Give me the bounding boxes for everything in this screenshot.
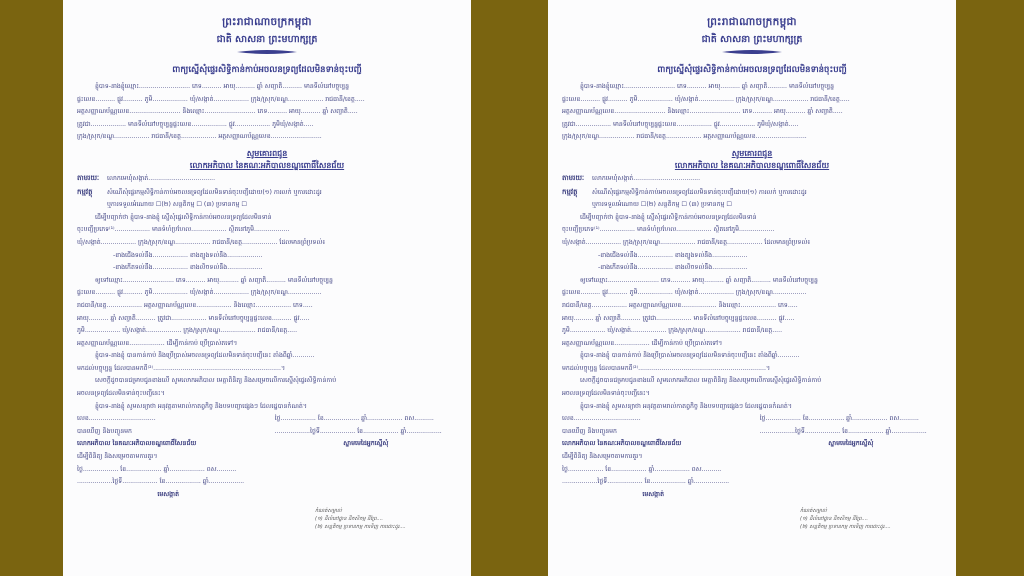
kingdom-heading: ព្រះរាជាណាចក្រកម្ពុជា bbox=[222, 16, 312, 28]
review-line: ដើម្បីពិនិត្យ និងសម្រេចតាមការគួរ។ bbox=[77, 453, 158, 461]
authority-heading: លោកអភិបាល នៃគណៈអភិបាលខណ្ឌពោធិ៍សែនជ័យ bbox=[77, 440, 197, 448]
date-line: ថ្ងៃ.................. ខែ.................. ឆ្នាំ.................. ពស.......... bbox=[759, 415, 919, 423]
via-text: លោកមេឃុំសង្កាត់.................................. bbox=[107, 174, 216, 182]
footnote-1: (១) ដីលំនៅដ្ឋាន ដីកសិកម្ម ដីព្រៃ.... bbox=[800, 516, 868, 523]
date-line: ថ្ងៃ.................. ខែ.................. ឆ្នាំ.................. ពស.......... bbox=[274, 415, 434, 423]
form-title: ពាក្យស្នើសុំផ្ទេរសិទ្ធិកាន់កាប់អចលនទ្រព្យដែលមិនទាន់ចុះបញ្ជី bbox=[172, 65, 362, 75]
footnote-2: (២) សន្តតិកម្ម ប្រទានកម្ម ការទិញ ការដោះដូរ.... bbox=[315, 524, 406, 531]
body-line: ឲ្យទៅឈ្មោះ.......................... ភេទ.......... អាយុ.......... ឆ្នាំ សញ្ជាតិ.......... មានទីលំនៅបច្ចុប្បន្ន bbox=[95, 276, 333, 284]
declaration-line: មកដល់បច្ចុប្បន្ន ដែលបានមកពី⁽²⁾.................................................................។ bbox=[77, 364, 286, 372]
seen-line: បានឃើញ និងបញ្ជូនមក bbox=[77, 427, 132, 435]
authority-heading: លោកអភិបាល នៃគណៈអភិបាលខណ្ឌពោធិ៍សែនជ័យ bbox=[562, 440, 682, 448]
addressee-heading: លោកអភិបាល នៃគណៈអភិបាលខណ្ឌពោធិ៍សែនជ័យ bbox=[674, 160, 830, 170]
body-line: -ខាងជើងទល់នឹង.................. ខាងត្បូងទល់នឹង.................. bbox=[113, 251, 263, 259]
kingdom-heading: ព្រះរាជាណាចក្រកម្ពុជា bbox=[707, 16, 797, 28]
via-label: តាមរយៈ bbox=[77, 173, 100, 182]
intro-line: អត្តសញ្ញាណប័ណ្ណលេខ.......................... និងឈ្មោះ.......................... ភេទ.......... អាយុ.......... ឆ្នាំ សញ្ជាតិ..... bbox=[562, 108, 843, 116]
date-line: ..................ថ្ងៃទី.................. ខែ.................. ឆ្នាំ.................. bbox=[274, 427, 442, 435]
footnote-2: (២) សន្តតិកម្ម ប្រទានកម្ម ការទិញ ការដោះដូរ.... bbox=[800, 524, 891, 531]
respectfully-heading: សូមគោរពជូន bbox=[246, 148, 288, 158]
footnote-title: កំណត់សម្គាល់ bbox=[315, 508, 342, 515]
oath-line: ខ្ញុំបាទ-នាងខ្ញុំ សូមសន្យាថា អនុវត្តតាមរាល់កាតព្វកិច្ច និងបទបញ្ជាផ្សេងៗ ដែលរដ្ឋបានកំណត់។ bbox=[580, 402, 792, 410]
declaration-line: ខ្ញុំបាទ-នាងខ្ញុំ បានកាន់កាប់ និងប្រើប្រាស់អចលនទ្រព្យដែលមិនទាន់ចុះបញ្ជីនេះ តាំងពីឆ្នាំ........... bbox=[580, 352, 800, 360]
signature-block bbox=[77, 413, 457, 501]
intro-line: ខ្ញុំបាទ-នាងខ្ញុំឈ្មោះ.......................... ភេទ.......... អាយុ.......... ឆ្នាំ សញ្ជាតិ.......... មានទីលំនៅបច្ចុប្បន្ន bbox=[95, 83, 349, 90]
respectfully-heading: សូមគោរពជូន bbox=[731, 148, 773, 158]
date-line: ..................ថ្ងៃទី.................. ខែ.................. ឆ្នាំ.................. bbox=[77, 478, 245, 486]
body-line: រាជធានី/ខេត្ត.................. អត្តសញ្ញាណប័ណ្ណលេខ.................. និងឈ្មោះ.................. ភេទ..... bbox=[562, 301, 798, 309]
review-line: ដើម្បីពិនិត្យ និងសម្រេចតាមការគួរ។ bbox=[562, 453, 643, 461]
intro-line: ផ្ទះលេខ.......... ផ្លូវ.......... ភូមិ.................. ឃុំ/សង្កាត់.................. ក្រុង/ស្រុក/ខណ្ឌ.................. រាជធានី/ខេត្ត..... bbox=[77, 95, 365, 103]
subject-line: សំណើសុំផ្ទេរកម្មសិទ្ធិកាន់កាប់អចលនទ្រព្យដែលមិនទាន់ចុះបញ្ជីដោយ(១) ការលក់ ឬការដោះដូរ bbox=[107, 188, 322, 196]
date-line: ..................ថ្ងៃទី.................. ខែ.................. ឆ្នាំ.................. bbox=[759, 427, 927, 435]
intro-line: ត្រូវជា.................. មានទីលំនៅបច្ចុប្បន្នផ្ទះលេខ.................. ផ្លូវ.................. ភូមិឃុំ/សង្កាត់..... bbox=[77, 120, 314, 128]
addressee-heading: លោកអភិបាល នៃគណៈអភិបាលខណ្ឌពោធិ៍សែនជ័យ bbox=[189, 160, 345, 170]
via-label: តាមរយៈ bbox=[562, 173, 585, 182]
body-line: ផ្ទះលេខ.......... ផ្លូវ.......... ភូមិ.................. ឃុំ/សង្កាត់.................. ក្រុង/ស្រុក/ខណ្ឌ................. bbox=[562, 289, 807, 297]
body-line: ភូមិ.................. ឃុំ/សង្កាត់.................. ក្រុង/ស្រុក/ខណ្ឌ.................. រាជធានី/ខេត្ត..... bbox=[77, 327, 298, 335]
body-line: ចុះបញ្ជីប្រភេទ⁽¹⁾.................. មានទំហំប្រហែល.................. ស្ថិតនៅភូមិ.................. bbox=[77, 226, 290, 234]
signer-label: មេសង្កាត់ bbox=[642, 490, 664, 498]
via-text: លោកមេឃុំសង្កាត់.................................. bbox=[592, 174, 701, 182]
body-line: ដើម្បីបញ្ជាក់ថា ខ្ញុំបាទ-នាងខ្ញុំ ស្នើសុំផ្ទេរសិទ្ធិកាន់កាប់អចលនទ្រព្យដែលមិនទាន់ bbox=[95, 213, 272, 221]
intro-line: ក្រុង/ស្រុក/ខណ្ឌ.................. រាជធានី/ខេត្ត.................. អត្តសញ្ញាណប័ណ្ណលេខ.......................... bbox=[562, 133, 807, 141]
signer-label: មេសង្កាត់ bbox=[157, 490, 179, 498]
body-line: ភូមិ.................. ឃុំ/សង្កាត់.................. ក្រុង/ស្រុក/ខណ្ឌ.................. រាជធានី/ខេត្ត..... bbox=[562, 327, 783, 335]
subject-line: ឬការទទួលអំណោយ ☐(២) សន្តតិកម្ម ☐ (៣) ប្រទានកម្ម ☐ bbox=[107, 201, 247, 209]
body-line: ផ្ទះលេខ.......... ផ្លូវ.......... ភូមិ.................. ឃុំ/សង្កាត់.................. ក្រុង/ស្រុក/ខណ្ឌ................. bbox=[77, 289, 322, 297]
body-line: -ខាងកើតទល់នឹង.................. ខាងលិចទល់នឹង.................. bbox=[598, 264, 748, 272]
body-line: ឲ្យទៅឈ្មោះ.......................... ភេទ.......... អាយុ.......... ឆ្នាំ សញ្ជាតិ.......... មានទីលំនៅបច្ចុប្បន្ន bbox=[580, 276, 818, 284]
form-title: ពាក្យស្នើសុំផ្ទេរសិទ្ធិកាន់កាប់អចលនទ្រព្យដែលមិនទាន់ចុះបញ្ជី bbox=[657, 65, 847, 75]
body-line: អាយុ.......... ឆ្នាំ សញ្ជាតិ.......... ត្រូវជា.................. មានទីលំនៅបច្ចុប្បន្នផ្ទះលេខ.......... ផ្លូវ..... bbox=[77, 314, 310, 322]
document-page-right bbox=[548, 0, 956, 576]
body-line: ឃុំ/សង្កាត់.................. ក្រុង/ស្រុក/ខណ្ឌ.................. រាជធានី/ខេត្ត.................. ដែលមានព្រំប្រទល់៖ bbox=[562, 238, 811, 246]
declaration-line: មកដល់បច្ចុប្បន្ន ដែលបានមកពី⁽²⁾.................................................................។ bbox=[562, 364, 771, 372]
subject-label: កម្មវត្ថុ bbox=[562, 187, 578, 196]
signature-block bbox=[562, 413, 942, 501]
intro-line: ខ្ញុំបាទ-នាងខ្ញុំឈ្មោះ.......................... ភេទ.......... អាយុ.......... ឆ្នាំ សញ្ជាតិ.......... មានទីលំនៅបច្ចុប្បន្ន bbox=[580, 83, 834, 90]
intro-line: អត្តសញ្ញាណប័ណ្ណលេខ.......................... និងឈ្មោះ.......................... ភេទ.......... អាយុ.......... ឆ្នាំ សញ្ជាតិ..... bbox=[77, 108, 358, 116]
request-line: អចលនទ្រព្យដែលមិនទាន់ចុះបញ្ជីនេះ។ bbox=[562, 390, 650, 398]
ref-number-line: លេខ.................................. bbox=[77, 415, 156, 423]
intro-line: ក្រុង/ស្រុក/ខណ្ឌ.................. រាជធានី/ខេត្ត.................. អត្តសញ្ញាណប័ណ្ណលេខ.......................... bbox=[77, 133, 322, 141]
motto-heading: ជាតិ សាសនា ព្រះមហាក្សត្រ bbox=[216, 34, 318, 45]
footnote-1: (១) ដីលំនៅដ្ឋាន ដីកសិកម្ម ដីព្រៃ.... bbox=[315, 516, 383, 523]
body-line: -ខាងជើងទល់នឹង.................. ខាងត្បូងទល់នឹង.................. bbox=[598, 251, 748, 259]
date-line: ..................ថ្ងៃទី.................. ខែ.................. ឆ្នាំ.................. bbox=[562, 478, 730, 486]
footnote-title: កំណត់សម្គាល់ bbox=[800, 508, 827, 515]
body-line: -ខាងកើតទល់នឹង.................. ខាងលិចទល់នឹង.................. bbox=[113, 264, 263, 272]
motto-heading: ជាតិ សាសនា ព្រះមហាក្សត្រ bbox=[701, 34, 803, 45]
declaration-line: ខ្ញុំបាទ-នាងខ្ញុំ បានកាន់កាប់ និងប្រើប្រាស់អចលនទ្រព្យដែលមិនទាន់ចុះបញ្ជីនេះ តាំងពីឆ្នាំ........... bbox=[95, 352, 315, 360]
subject-line: ឬការទទួលអំណោយ ☐(២) សន្តតិកម្ម ☐ (៣) ប្រទានកម្ម ☐ bbox=[592, 201, 732, 209]
document-page-left bbox=[63, 0, 471, 576]
subject-line: សំណើសុំផ្ទេរកម្មសិទ្ធិកាន់កាប់អចលនទ្រព្យដែលមិនទាន់ចុះបញ្ជីដោយ(១) ការលក់ ឬការដោះដូរ bbox=[592, 188, 807, 196]
request-line: សេចក្ដីដូចបានជម្រាបជូនខាងលើ សូមលោកអភិបាល មេត្តាពិនិត្យ និងសម្រេចលើការស្នើសុំផ្ទេរសិទ្ធិកាន់កាប់ bbox=[95, 377, 337, 385]
subject-label: កម្មវត្ថុ bbox=[77, 187, 93, 196]
footnotes bbox=[562, 507, 942, 531]
intro-line: ត្រូវជា.................. មានទីលំនៅបច្ចុប្បន្នផ្ទះលេខ.................. ផ្លូវ.................. ភូមិឃុំ/សង្កាត់..... bbox=[562, 120, 799, 128]
request-line: អចលនទ្រព្យដែលមិនទាន់ចុះបញ្ជីនេះ។ bbox=[77, 390, 165, 398]
signer-label: ស្នាមមេដៃអ្នកស្នើសុំ bbox=[828, 440, 874, 448]
body-line: ដើម្បីបញ្ជាក់ថា ខ្ញុំបាទ-នាងខ្ញុំ ស្នើសុំផ្ទេរសិទ្ធិកាន់កាប់អចលនទ្រព្យដែលមិនទាន់ bbox=[580, 213, 757, 221]
intro-line: ផ្ទះលេខ.......... ផ្លូវ.......... ភូមិ.................. ឃុំ/សង្កាត់.................. ក្រុង/ស្រុក/ខណ្ឌ.................. រាជធានី/ខេត្ត..... bbox=[562, 95, 850, 103]
body-line: រាជធានី/ខេត្ត.................. អត្តសញ្ញាណប័ណ្ណលេខ.................. និងឈ្មោះ.................. ភេទ..... bbox=[77, 301, 313, 309]
body-line: ចុះបញ្ជីប្រភេទ⁽¹⁾.................. មានទំហំប្រហែល.................. ស្ថិតនៅភូមិ.................. bbox=[562, 226, 775, 234]
body-line: អត្តសញ្ញាណប័ណ្ណលេខ.................. ដើម្បីកាន់កាប់ ប្រើប្រាស់តទៅ។ bbox=[77, 339, 238, 347]
ornament-divider-icon bbox=[237, 49, 297, 55]
signer-label: ស្នាមមេដៃអ្នកស្នើសុំ bbox=[343, 440, 389, 448]
ornament-divider-icon bbox=[722, 49, 782, 55]
ref-number-line: លេខ.................................. bbox=[562, 415, 641, 423]
body-line: អាយុ.......... ឆ្នាំ សញ្ជាតិ.......... ត្រូវជា.................. មានទីលំនៅបច្ចុប្បន្នផ្ទះលេខ.......... ផ្លូវ..... bbox=[562, 314, 795, 322]
date-line: ថ្ងៃ.................. ខែ.................. ឆ្នាំ.................. ពស.......... bbox=[562, 465, 722, 473]
body-line: ឃុំ/សង្កាត់.................. ក្រុង/ស្រុក/ខណ្ឌ.................. រាជធានី/ខេត្ត.................. ដែលមានព្រំប្រទល់៖ bbox=[77, 238, 326, 246]
footnotes bbox=[77, 507, 457, 531]
oath-line: ខ្ញុំបាទ-នាងខ្ញុំ សូមសន្យាថា អនុវត្តតាមរាល់កាតព្វកិច្ច និងបទបញ្ជាផ្សេងៗ ដែលរដ្ឋបានកំណត់។ bbox=[95, 402, 307, 410]
date-line: ថ្ងៃ.................. ខែ.................. ឆ្នាំ.................. ពស.......... bbox=[77, 465, 237, 473]
body-line: អត្តសញ្ញាណប័ណ្ណលេខ.................. ដើម្បីកាន់កាប់ ប្រើប្រាស់តទៅ។ bbox=[562, 339, 723, 347]
seen-line: បានឃើញ និងបញ្ជូនមក bbox=[562, 427, 617, 435]
request-line: សេចក្ដីដូចបានជម្រាបជូនខាងលើ សូមលោកអភិបាល មេត្តាពិនិត្យ និងសម្រេចលើការស្នើសុំផ្ទេរសិទ្ធិកាន់កាប់ bbox=[580, 377, 822, 385]
